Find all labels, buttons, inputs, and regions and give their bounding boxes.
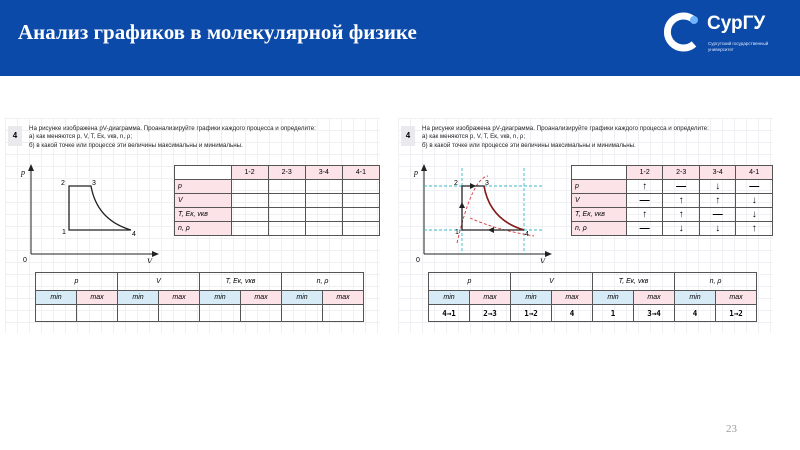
- row-label: T, Eк, vкв: [175, 208, 232, 222]
- min-header: min: [511, 291, 552, 305]
- max-header: max: [552, 291, 593, 305]
- point-1-label: 1: [62, 229, 66, 236]
- point-2-label: 2: [454, 180, 458, 187]
- task-line-3: б) в какой точке или процессе эти величины максимальны и минимальны.: [29, 141, 243, 149]
- answer-cell: —: [663, 180, 700, 194]
- min-header: min: [282, 291, 323, 305]
- answer-cell: ↑: [663, 208, 700, 222]
- task-text: [422, 125, 767, 150]
- answer-cell: 3→4: [634, 305, 675, 322]
- pv-diagram: [9, 158, 159, 263]
- column-header: 3-4: [305, 166, 342, 180]
- minmax-table-answered: [428, 272, 757, 322]
- min-header: min: [200, 291, 241, 305]
- max-header: max: [716, 291, 757, 305]
- answer-cell: 2→3: [470, 305, 511, 322]
- process-table-answered: [571, 165, 773, 236]
- max-header: max: [634, 291, 675, 305]
- y-axis-label: p: [21, 168, 25, 177]
- max-header: max: [159, 291, 200, 305]
- column-header: 4-1: [342, 166, 379, 180]
- group-header: n, ρ: [282, 273, 364, 291]
- answer-cell: ↓: [736, 194, 773, 208]
- page-number: 23: [726, 423, 737, 435]
- task-number: 4: [401, 126, 415, 146]
- task-text: [29, 125, 374, 150]
- slide-title: Анализ графиков в молекулярной физике: [18, 20, 417, 44]
- y-axis-label: p: [414, 168, 418, 177]
- column-header: 1-2: [626, 166, 663, 180]
- row-label: V: [175, 194, 232, 208]
- x-axis-label: V: [540, 257, 545, 263]
- answer-cell: ↓: [663, 222, 700, 236]
- group-header: n, ρ: [675, 273, 757, 291]
- max-header: max: [77, 291, 118, 305]
- answer-cell: —: [736, 180, 773, 194]
- answer-cell: ↓: [699, 180, 736, 194]
- point-3-label: 3: [485, 180, 489, 187]
- header-bar: [0, 0, 800, 76]
- answer-cell: ↑: [663, 194, 700, 208]
- answer-cell: 1: [593, 305, 634, 322]
- group-header: V: [118, 273, 200, 291]
- origin-label: 0: [23, 257, 27, 263]
- point-2-label: 2: [61, 180, 65, 187]
- answer-cell: ↑: [736, 222, 773, 236]
- max-header: max: [241, 291, 282, 305]
- logo-c-icon: [662, 12, 702, 52]
- row-label: V: [572, 194, 627, 208]
- min-header: min: [118, 291, 159, 305]
- process-table: [174, 165, 380, 236]
- min-header: min: [429, 291, 470, 305]
- task-line-1: На рисунке изображена pV-диаграмма. Проанализируйте графики каждого процесса и определите:: [29, 125, 316, 132]
- answer-cell: ↓: [736, 208, 773, 222]
- task-line-3: б) в какой точке или процессе эти величины максимальны и минимальны.: [422, 141, 636, 149]
- min-header: min: [36, 291, 77, 305]
- column-header: 3-4: [699, 166, 736, 180]
- answer-cell: 4: [675, 305, 716, 322]
- x-axis-label: V: [147, 257, 152, 263]
- answer-cell: ↑: [626, 208, 663, 222]
- group-header: p: [429, 273, 511, 291]
- task-line-2: а) как меняются p, V, T, Eк, vкв, n, ρ;: [422, 133, 526, 141]
- point-4-label: 4: [525, 231, 529, 238]
- row-label: n, ρ: [175, 222, 232, 236]
- logo-text: СурГУ: [707, 13, 766, 34]
- task-panel-blank: [5, 118, 380, 333]
- surgu-logo: [662, 12, 794, 64]
- group-header: T, Eк, vкв: [200, 273, 282, 291]
- answer-cell: 1→2: [511, 305, 552, 322]
- task-panel-solved: [398, 118, 773, 333]
- answer-cell: ↑: [626, 180, 663, 194]
- pv-diagram-annotated: [402, 158, 552, 263]
- group-header: T, Eк, vкв: [593, 273, 675, 291]
- point-3-label: 3: [92, 180, 96, 187]
- minmax-table: [35, 272, 364, 322]
- answer-cell: 1→2: [716, 305, 757, 322]
- answer-cell: 4: [552, 305, 593, 322]
- point-1-label: 1: [455, 229, 459, 236]
- row-label: n, ρ: [572, 222, 627, 236]
- answer-cell: —: [626, 194, 663, 208]
- task-line-1: На рисунке изображена pV-диаграмма. Проанализируйте графики каждого процесса и определите:: [422, 125, 709, 132]
- answer-cell: 4→1: [429, 305, 470, 322]
- max-header: max: [470, 291, 511, 305]
- group-header: V: [511, 273, 593, 291]
- task-number: 4: [8, 126, 22, 146]
- answer-cell: ↓: [699, 222, 736, 236]
- row-label: T, Eк, vкв: [572, 208, 627, 222]
- answer-cell: —: [626, 222, 663, 236]
- logo-subtitle: Сургутский государственный университет: [708, 41, 769, 52]
- answer-cell: —: [699, 208, 736, 222]
- row-label: p: [572, 180, 627, 194]
- row-label: p: [175, 180, 232, 194]
- point-4-label: 4: [132, 231, 136, 238]
- task-line-2: а) как меняются p, V, T, Eк, vкв, n, ρ;: [29, 133, 133, 141]
- column-header: 4-1: [736, 166, 773, 180]
- column-header: 2-3: [663, 166, 700, 180]
- group-header: p: [36, 273, 118, 291]
- max-header: max: [323, 291, 364, 305]
- column-header: 2-3: [268, 166, 305, 180]
- answer-cell: ↑: [699, 194, 736, 208]
- min-header: min: [675, 291, 716, 305]
- column-header: 1-2: [231, 166, 268, 180]
- origin-label: 0: [416, 257, 420, 263]
- min-header: min: [593, 291, 634, 305]
